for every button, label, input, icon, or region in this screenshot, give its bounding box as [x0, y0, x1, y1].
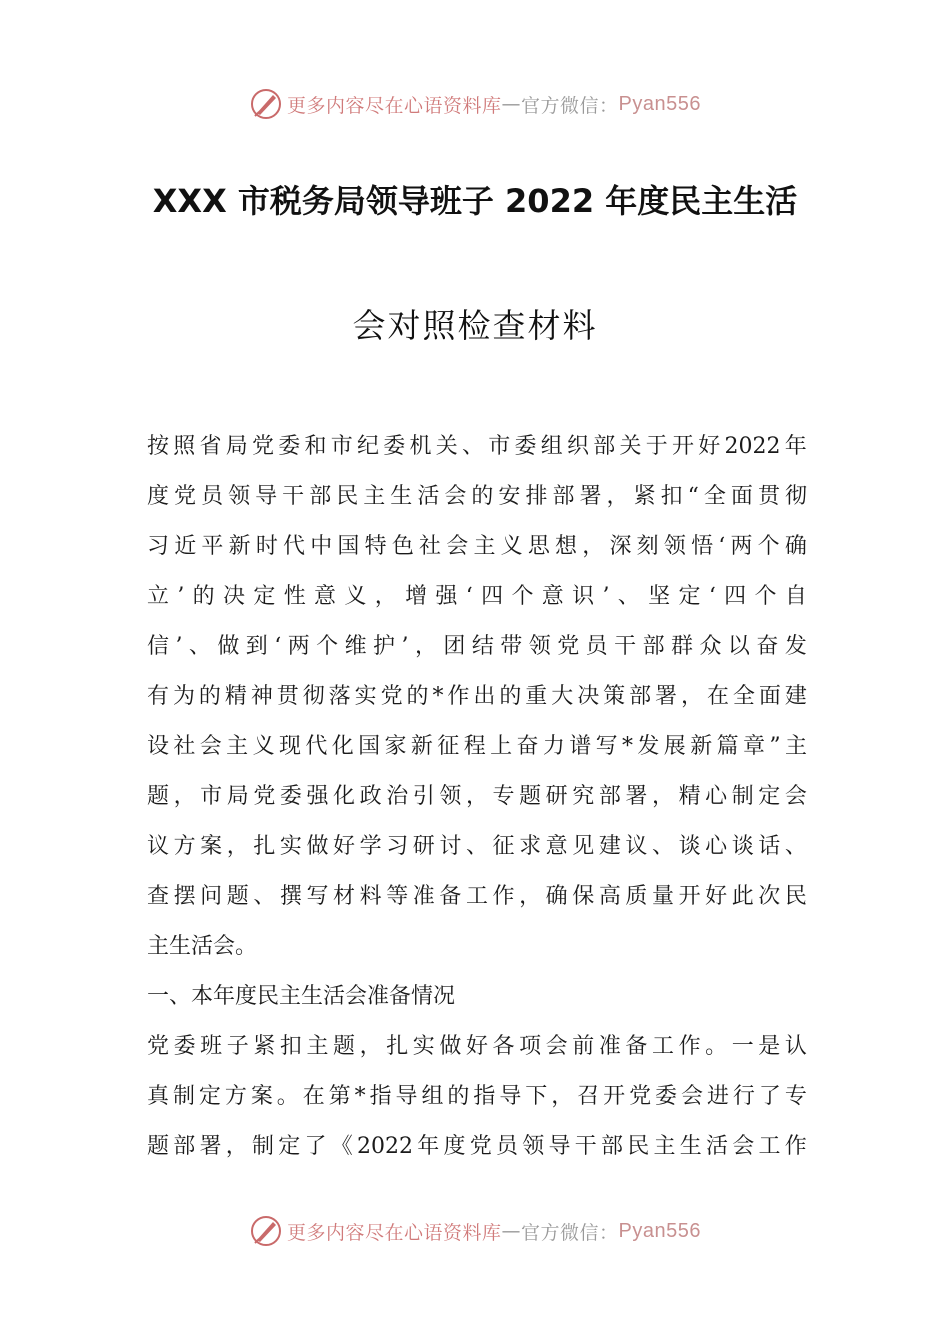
- body-line: 度 党 员 领 导 干 部 民 主 生 活 会 的 安 排 部 署 ， 紧 扣 “ 全 面 贯 彻: [147, 484, 807, 509]
- body-line: 立 ’ 的 决 定 性 意 义 ， 增 强 ‘ 四 个 意 识 ’ 、 坚 定 ‘ 四 个 自: [147, 584, 807, 609]
- document-title-line-2: 会对照检查材料: [352, 306, 598, 345]
- quill-logo-icon: [249, 87, 283, 121]
- watermark-id: Pyan556: [618, 1219, 701, 1242]
- watermark-dash: —: [501, 93, 522, 115]
- body-line: 题 ， 市 局 党 委 强 化 政 治 引 领 ， 专 题 研 究 部 署 ， 精 心 制 定 会: [147, 784, 807, 809]
- body-line: 主生活会。: [147, 934, 258, 959]
- body-line: 有 为 的 精 神 贯 彻 落 实 党 的 * 作 出 的 重 大 决 策 部 署 ， 在 全 面 建: [147, 684, 807, 709]
- quill-logo-icon: [249, 1214, 283, 1248]
- watermark-dash: —: [501, 1220, 522, 1242]
- body-line: 信 ’ 、 做 到 ‘ 两 个 维 护 ’ ， 团 结 带 领 党 员 干 部 群 众 以 奋 发: [147, 634, 807, 659]
- body-line: 题 部 署 ， 制 定 了 《 2022 年 度 党 员 领 导 干 部 民 主 生 活 会 工 作: [147, 1134, 807, 1159]
- watermark-footer: [0, 1211, 950, 1251]
- document-title-line-1: XXX 市税务局领导班子 2022 年度民主生活: [152, 182, 798, 220]
- body-line: 一、本年度民主生活会准备情况: [147, 984, 456, 1009]
- watermark-official: 官方微信：: [521, 94, 619, 117]
- watermark-id: Pyan556: [618, 92, 701, 115]
- body-line: 按 照 省 局 党 委 和 市 纪 委 机 关 、 市 委 组 织 部 关 于 开 好 2022 年: [147, 434, 807, 459]
- body-line: 习 近 平 新 时 代 中 国 特 色 社 会 主 义 思 想 ， 深 刻 领 悟 ‘ 两 个 确: [147, 534, 807, 559]
- watermark-brand: 更多内容尽在心语资料库: [287, 94, 502, 117]
- body-line: 议 方 案 ， 扎 实 做 好 学 习 研 讨 、 征 求 意 见 建 议 、 谈 心 谈 话 、: [147, 834, 807, 859]
- watermark-brand: 更多内容尽在心语资料库: [287, 1221, 502, 1244]
- document-body: [147, 422, 807, 1172]
- body-line: 查 摆 问 题 、 撰 写 材 料 等 准 备 工 作 ， 确 保 高 质 量 开 好 此 次 民: [147, 884, 807, 909]
- body-line: 党 委 班 子 紧 扣 主 题 ， 扎 实 做 好 各 项 会 前 准 备 工 作 。 一 是 认: [147, 1034, 807, 1059]
- body-line: 设 社 会 主 义 现 代 化 国 家 新 征 程 上 奋 力 谱 写 * 发 展 新 篇 章 ” 主: [147, 734, 807, 759]
- watermark-header: [0, 84, 950, 124]
- watermark-official: 官方微信：: [521, 1221, 619, 1244]
- body-line: 真 制 定 方 案 。 在 第 * 指 导 组 的 指 导 下 ， 召 开 党 委 会 进 行 了 专: [147, 1084, 807, 1109]
